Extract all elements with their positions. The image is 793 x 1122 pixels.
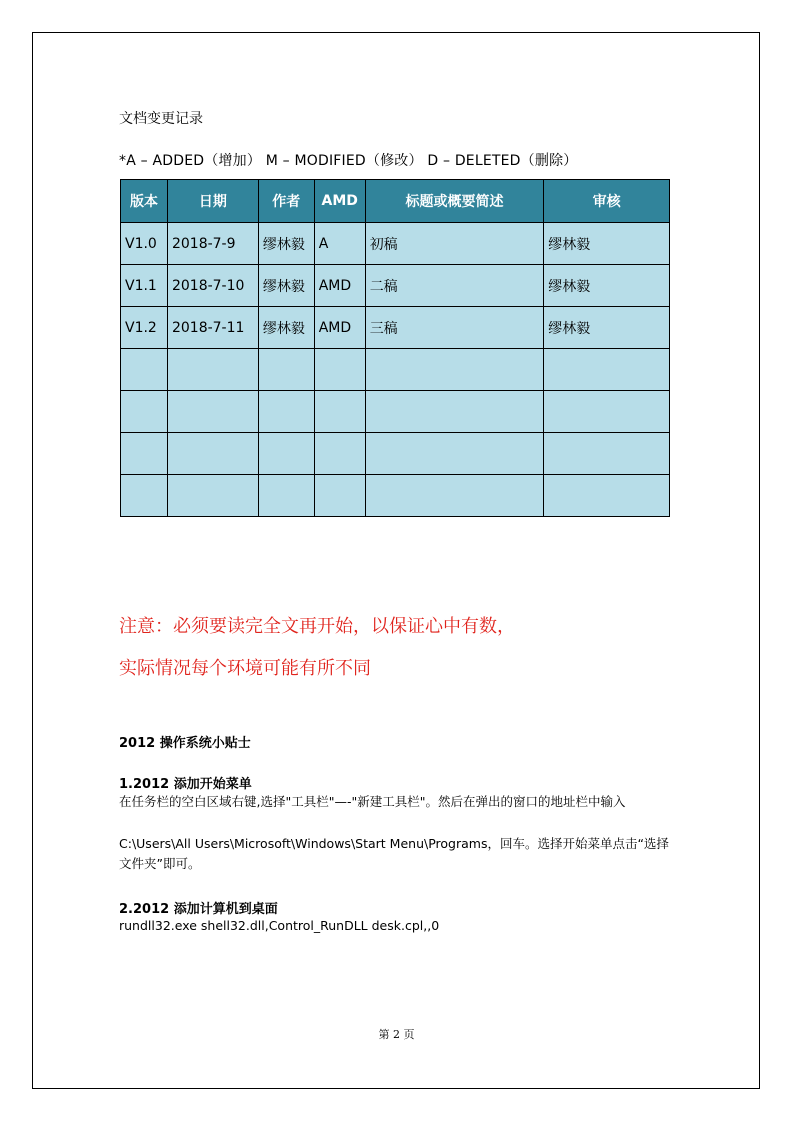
cell-empty	[167, 475, 258, 517]
cell-empty	[121, 433, 168, 475]
cell-summary: 三稿	[365, 307, 544, 349]
cell-empty	[258, 475, 314, 517]
cell-empty	[121, 349, 168, 391]
cell-empty	[167, 433, 258, 475]
item2-text: rundll32.exe shell32.dll,Control_RunDLL desk.cpl,,0	[119, 918, 440, 933]
cell-author: 缪林毅	[258, 265, 314, 307]
cell-amd: AMD	[314, 307, 365, 349]
item1-title: 1.2012 添加开始菜单	[119, 777, 252, 792]
cell-empty	[365, 475, 544, 517]
table-row	[121, 433, 670, 475]
doc-title: 文档变更记录	[119, 111, 203, 127]
header-date: 日期	[167, 180, 258, 223]
table-row	[121, 223, 670, 265]
cell-amd: AMD	[314, 265, 365, 307]
amd-legend: *A – ADDED（增加） M – MODIFIED（修改） D – DELETED（删除）	[119, 153, 578, 169]
cell-reviewer: 缪林毅	[544, 307, 670, 349]
section-title: 2012 操作系统小贴士	[119, 736, 251, 751]
cell-empty	[258, 433, 314, 475]
cell-summary: 二稿	[365, 265, 544, 307]
cell-empty	[314, 391, 365, 433]
cell-date: 2018-7-10	[167, 265, 258, 307]
header-version: 版本	[121, 180, 168, 223]
cell-version: V1.1	[121, 265, 168, 307]
cell-reviewer: 缪林毅	[544, 265, 670, 307]
cell-empty	[365, 433, 544, 475]
item1-text-2: C:\Users\All Users\Microsoft\Windows\Start Menu\Programs，回车。选择开始菜单点击“选择文件夹”即可。	[119, 836, 669, 871]
table-row	[121, 349, 670, 391]
cell-empty	[365, 349, 544, 391]
cell-empty	[314, 433, 365, 475]
item2-title: 2.2012 添加计算机到桌面	[119, 902, 278, 917]
header-reviewer: 审核	[544, 180, 670, 223]
change-log-table	[120, 179, 670, 517]
cell-empty	[365, 391, 544, 433]
cell-summary: 初稿	[365, 223, 544, 265]
cell-empty	[258, 391, 314, 433]
cell-empty	[544, 349, 670, 391]
cell-empty	[544, 433, 670, 475]
cell-amd: A	[314, 223, 365, 265]
cell-empty	[314, 475, 365, 517]
cell-version: V1.0	[121, 223, 168, 265]
cell-empty	[314, 349, 365, 391]
cell-reviewer: 缪林毅	[544, 223, 670, 265]
table-row	[121, 475, 670, 517]
cell-author: 缪林毅	[258, 307, 314, 349]
cell-author: 缪林毅	[258, 223, 314, 265]
cell-empty	[167, 391, 258, 433]
item1-text-1: 在任务栏的空白区域右键,选择"工具栏"—-"新建工具栏"。然后在弹出的窗口的地址栏中输入	[119, 794, 626, 809]
table-header-row	[121, 180, 670, 223]
cell-version: V1.2	[121, 307, 168, 349]
cell-date: 2018-7-9	[167, 223, 258, 265]
page-number: 第 2 页	[378, 1028, 415, 1041]
table-row	[121, 391, 670, 433]
notice-line-2: 实际情况每个环境可能有所不同	[119, 658, 371, 679]
cell-empty	[258, 349, 314, 391]
cell-empty	[544, 391, 670, 433]
cell-empty	[544, 475, 670, 517]
table-row	[121, 265, 670, 307]
cell-empty	[121, 475, 168, 517]
header-summary: 标题或概要简述	[365, 180, 544, 223]
header-author: 作者	[258, 180, 314, 223]
table-row	[121, 307, 670, 349]
cell-date: 2018-7-11	[167, 307, 258, 349]
cell-empty	[121, 391, 168, 433]
header-amd: AMD	[314, 180, 365, 223]
cell-empty	[167, 349, 258, 391]
notice-line-1: 注意：必须要读完全文再开始，以保证心中有数，	[119, 616, 515, 637]
